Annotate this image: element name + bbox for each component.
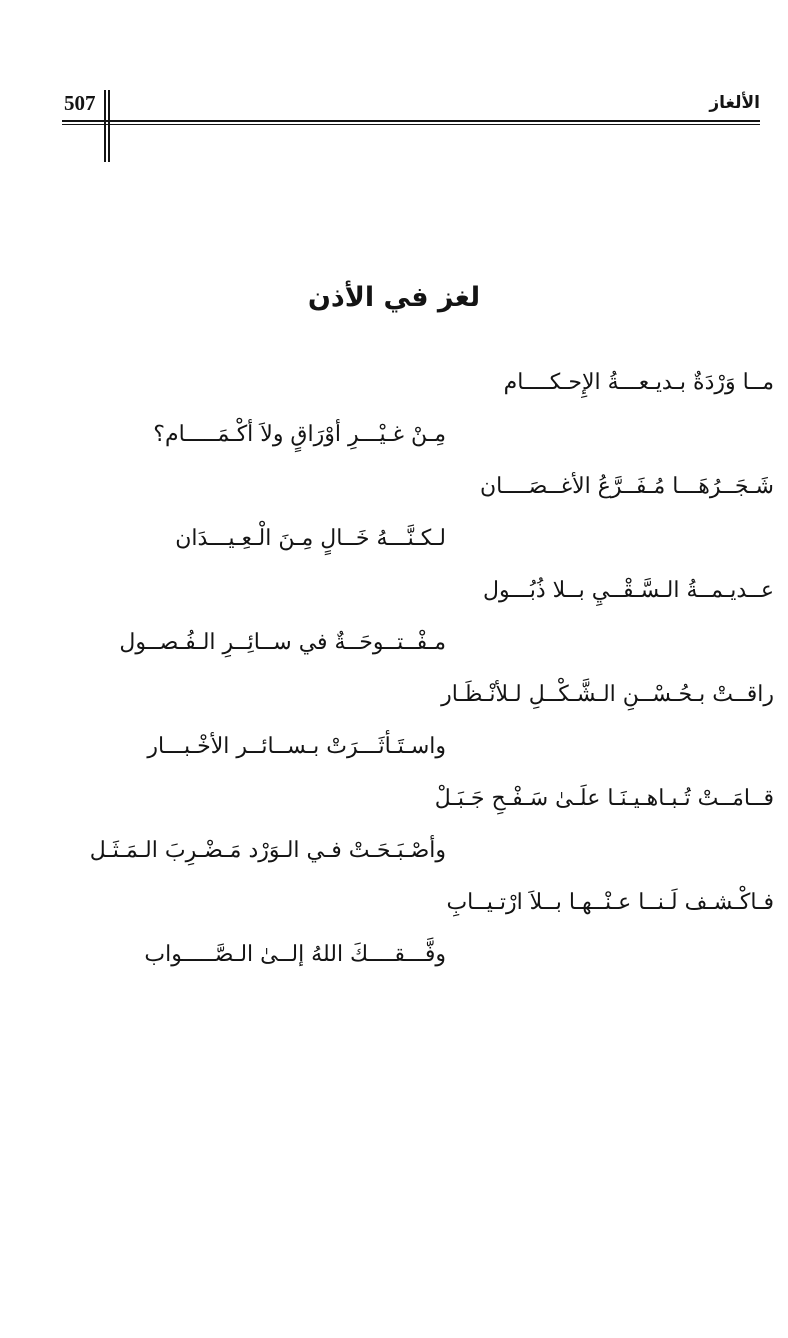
verse-5-first-hemistich: قــامَــتْ تُـبـاهـيـنَـا علَـىٰ سَـفْـحِ جَـبَـلْ (434, 786, 774, 811)
verse-2-first-hemistich: شَـجَــرُهَـــا مُـفَــرَّعُ الأغــصَــــان (479, 474, 774, 499)
verse-1-first-hemistich: مــا وَرْدَةٌ بـديـعـــةُ الإِحـكــــام (503, 370, 774, 395)
header-rule-top (62, 120, 760, 122)
header-vertical-rule-2 (108, 90, 110, 162)
verse-6-first-hemistich: فـاكْـشـف لَـنــا عـنْــهـا بــلاَ ارْتـيــابِ (446, 890, 774, 915)
running-header: الألغاز (709, 93, 760, 113)
verse-3-first-hemistich: عــديـمــةُ الـسَّـقْــيِ بــلا ذُبُـــول (483, 578, 774, 603)
header-vertical-rule-1 (104, 90, 106, 162)
header-rule-bottom (62, 124, 760, 125)
verse-3-second-hemistich: مـفْــتــوحَــةٌ في ســائِــرِ الـفُـصــول (119, 630, 446, 655)
page-number: 507 (64, 91, 96, 115)
verse-5-second-hemistich: وأصْـبَـحَـتْ فـي الـوَرْد مَـضْـرِبَ الـمَـثَـل (89, 838, 446, 863)
verse-6-second-hemistich: وفَّـــقــــكَ اللهُ إلــىٰ الـصَّـــــواب (144, 942, 446, 967)
verse-2-second-hemistich: لـكـنَّـــهُ خَــالٍ مِـنَ الْـعِـيـــدَان (175, 526, 446, 551)
verse-1-second-hemistich: مِـنْ غـيْـــرِ أوْرَاقٍ ولاَ أكْـمَـــــام؟ (153, 422, 446, 447)
verse-4-second-hemistich: واسـتَـأثَـــرَتْ بـســائــر الأخْـبـــار (147, 734, 446, 759)
poem-title: لغز في الأذن (307, 282, 481, 313)
verse-4-first-hemistich: راقــتْ بـحُـسْــنِ الـشَّـكْــلِ لـلأنْـظَـار (441, 682, 774, 707)
